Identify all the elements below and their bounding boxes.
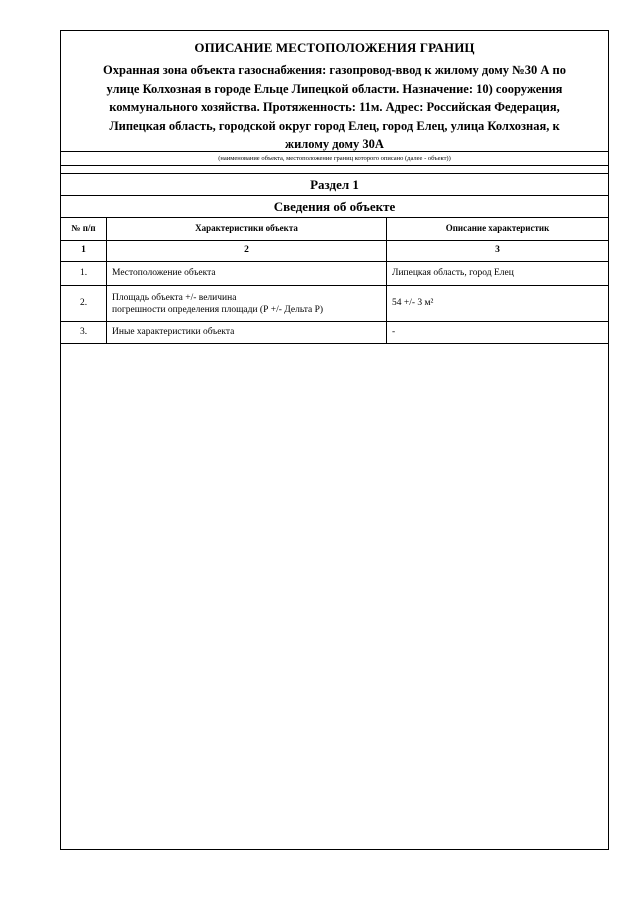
- characteristic-line: Площадь объекта +/- величина: [112, 293, 237, 303]
- column-number: 3: [495, 245, 500, 255]
- spacer-row: [61, 166, 608, 174]
- column-number: 2: [107, 241, 387, 261]
- object-line: Охранная зона объекта газоснабжения: газопровод-ввод к жилому дому №30 А по: [103, 63, 566, 77]
- object-caption: (наименование объекта, местоположение границ которого описано (далее - объект)): [61, 152, 608, 166]
- header-number: № п/п: [61, 218, 107, 240]
- document-frame: [60, 30, 609, 850]
- section-subtitle: Сведения об объекте: [61, 196, 608, 218]
- characteristic-line: погрешности определения площади (Р +/- Дельта Р): [112, 305, 324, 315]
- object-line: улице Колхозная в городе Ельце Липецкой области. Назначение: 10) сооружения: [106, 81, 563, 96]
- row-description: Липецкая область, город Елец: [392, 268, 514, 278]
- row-characteristic: Местоположение объекта: [107, 262, 387, 285]
- table-row: [61, 322, 608, 344]
- table-row: [61, 262, 608, 286]
- row-description: -: [392, 327, 396, 337]
- header-characteristic: Характеристики объекта: [107, 218, 387, 240]
- title-block: [61, 31, 608, 152]
- object-description: [61, 57, 608, 154]
- table-row: [61, 286, 608, 322]
- header-description: Описание характеристик: [445, 223, 550, 233]
- column-number: 1: [61, 241, 107, 261]
- section-title: Раздел 1: [61, 174, 608, 196]
- column-numbers-row: [61, 241, 608, 262]
- row-number: 1.: [61, 262, 107, 285]
- object-line: коммунального хозяйства. Протяженность: 11м. Адрес: Российская Федерация,: [109, 100, 560, 114]
- object-line: жилому дому 30А: [285, 137, 384, 151]
- row-characteristic: [107, 286, 387, 321]
- row-characteristic: Иные характеристики объекта: [107, 322, 387, 343]
- object-line: Липецкая область, городской округ город Елец, город Елец, улица Колхозная, к: [109, 118, 560, 133]
- document-title: ОПИСАНИЕ МЕСТОПОЛОЖЕНИЯ ГРАНИЦ: [194, 40, 475, 55]
- row-description: 54 +/- 3 м²: [392, 298, 434, 308]
- row-number: 3.: [61, 322, 107, 343]
- row-number: 2.: [61, 286, 107, 321]
- table-header-row: [61, 218, 608, 241]
